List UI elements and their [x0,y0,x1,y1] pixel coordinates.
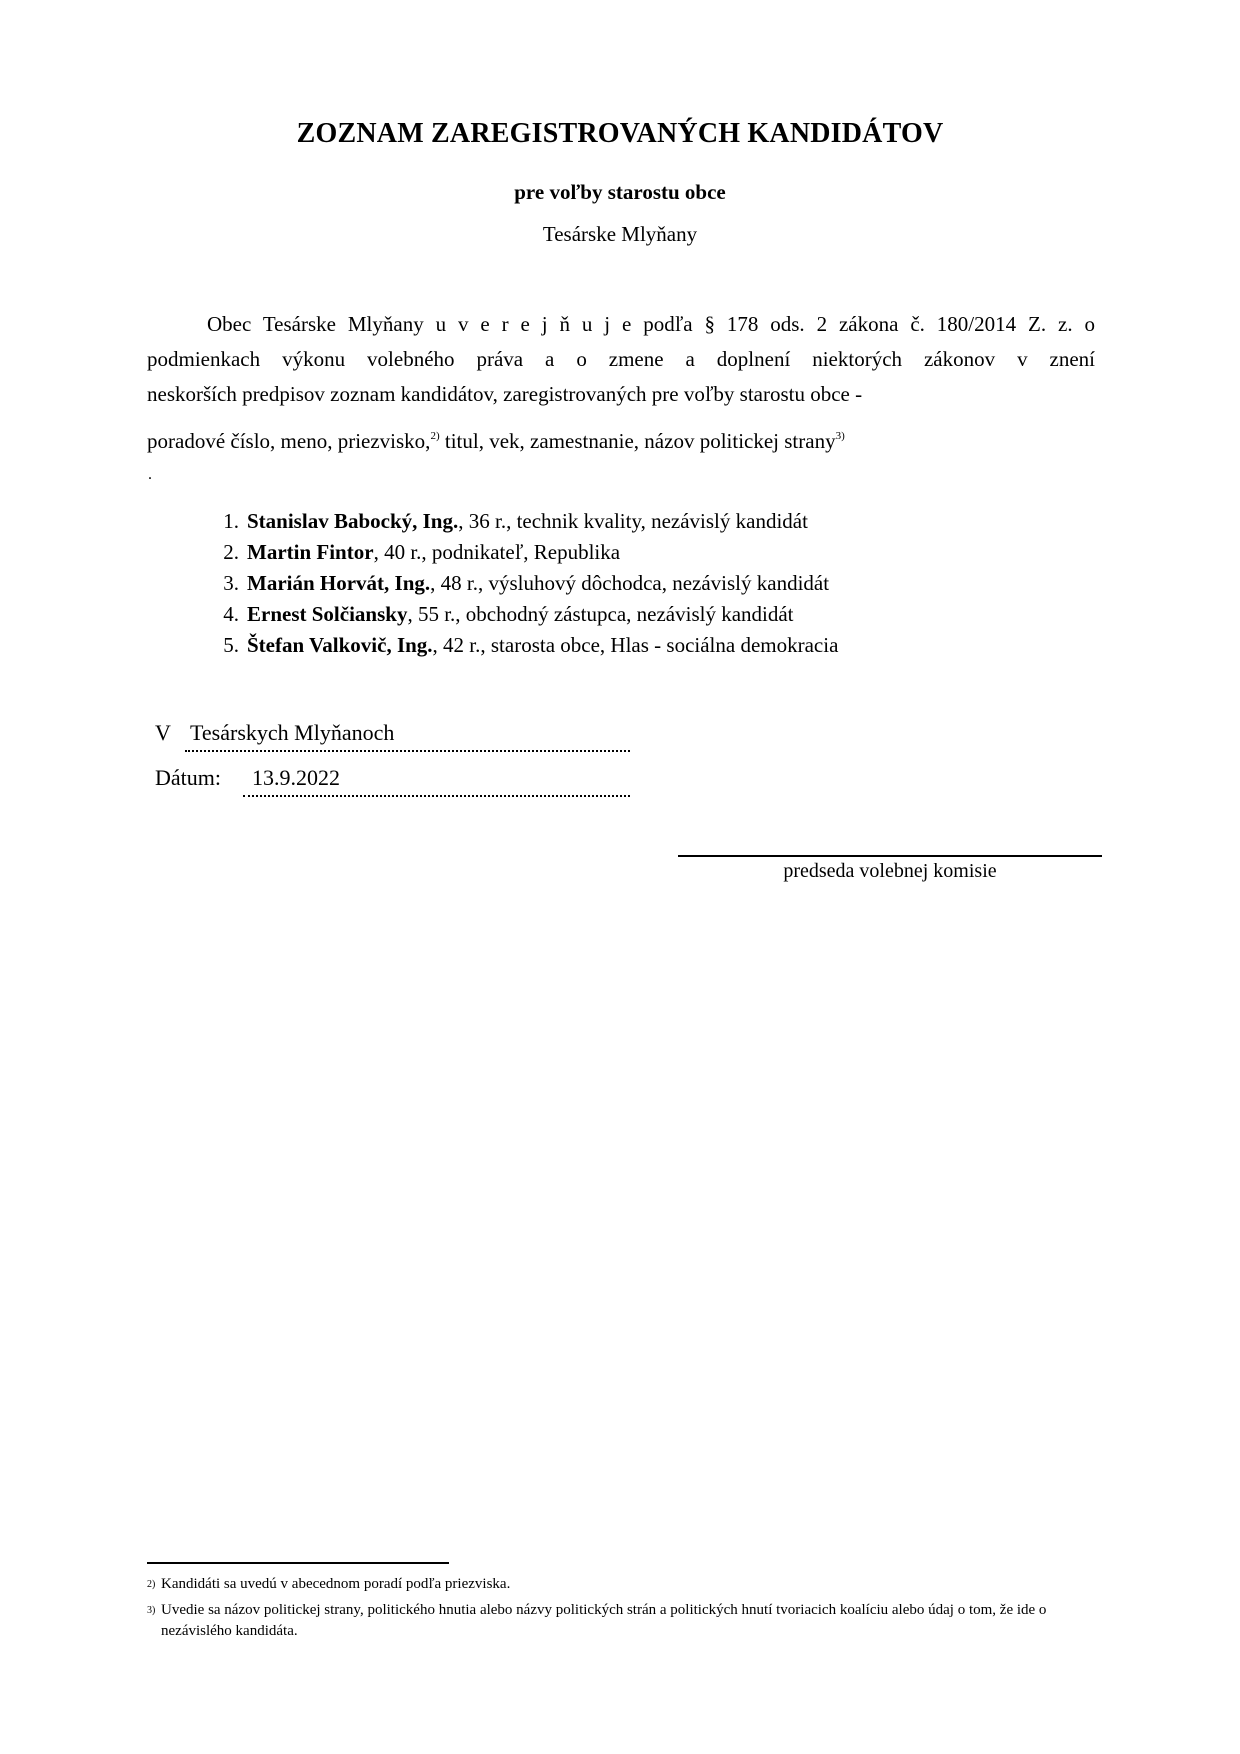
footnote-3 [147,1600,1095,1642]
trailing-dot: . [148,466,152,483]
document-subtitle: pre voľby starostu obce [514,180,726,204]
intro-line-1 [147,312,1095,337]
intro-line-4 [147,429,1095,454]
candidate-name: Marián Horvát, Ing. [247,571,431,595]
candidate-details: , 36 r., technik kvality, nezávislý kandidát [458,509,808,533]
candidate-name: Štefan Valkovič, Ing. [247,633,433,657]
date-value: 13.9.2022 [252,765,340,790]
candidate-number: 3. [223,571,239,595]
footnote-text: Kandidáti sa uvedú v abecednom poradí podľa priezviska. [161,1576,511,1592]
candidate-list [207,509,838,664]
candidate-details: , 48 r., výsluhový dôchodca, nezávislý kandidát [430,571,830,595]
intro-line-1-text: Obec Tesárske Mlyňany u v e r e j ň u j e podľa § 178 ods. 2 zákona č. 180/2014 Z. z. o [207,312,1095,336]
footnote-mark: 3) [147,1605,156,1616]
place-dotted-line [185,750,630,752]
signature-label: predseda volebnej komisie [783,860,997,882]
intro-line-3: neskorších predpisov zoznam kandidátov, zaregistrovaných pre voľby starostu obce - [147,382,863,406]
candidate-row [207,540,838,571]
candidate-name: Stanislav Babocký, Ing. [247,509,459,533]
candidate-number: 4. [223,602,239,626]
candidate-details: , 42 r., starosta obce, Hlas - sociálna demokracia [432,633,839,657]
date-dotted-line [243,795,630,797]
place-value: Tesárskych Mlyňanoch [190,720,395,745]
intro-line-2: podmienkach výkonu volebného práva a o zmene a doplnení niektorých zákonov v znení [147,347,1095,371]
candidate-number: 2. [223,540,239,564]
date-label: Dátum: [155,765,221,790]
municipality-name: Tesárske Mlyňany [542,222,698,246]
candidate-row [207,633,838,664]
candidate-name: Ernest Solčiansky [247,602,408,626]
candidate-number: 5. [223,633,239,657]
intro-line-4-part1: poradové číslo, meno, priezvisko, [147,429,431,453]
candidate-details: , 40 r., podnikateľ, Republika [373,540,621,564]
candidate-row [207,571,838,602]
footnote-mark: 2) [147,1579,156,1590]
footnote-separator [147,1562,449,1564]
intro-line-4-part2: titul, vek, zamestnanie, názov politickej strany [439,429,836,453]
footnote-text: Uvedie sa názov politickej strany, politického hnutia alebo názvy politických strán a politických hnutí tvoriacich koalíciu alebo údaj o tom, že ide o nezávislého kandidáta. [161,1602,1047,1639]
footnote-2 [147,1574,1095,1600]
document-title: ZOZNAM ZAREGISTROVANÝCH KANDIDÁTOV [296,118,944,149]
place-prefix: V [155,720,171,745]
signature-line [678,855,1102,857]
candidate-number: 1. [223,509,239,533]
candidate-row [207,602,838,633]
candidate-name: Martin Fintor [247,540,374,564]
candidate-row [207,509,838,540]
footnote-ref-2: 2) [430,430,440,442]
footnote-ref-3: 3) [835,430,845,442]
candidate-details: , 55 r., obchodný zástupca, nezávislý kandidát [407,602,794,626]
